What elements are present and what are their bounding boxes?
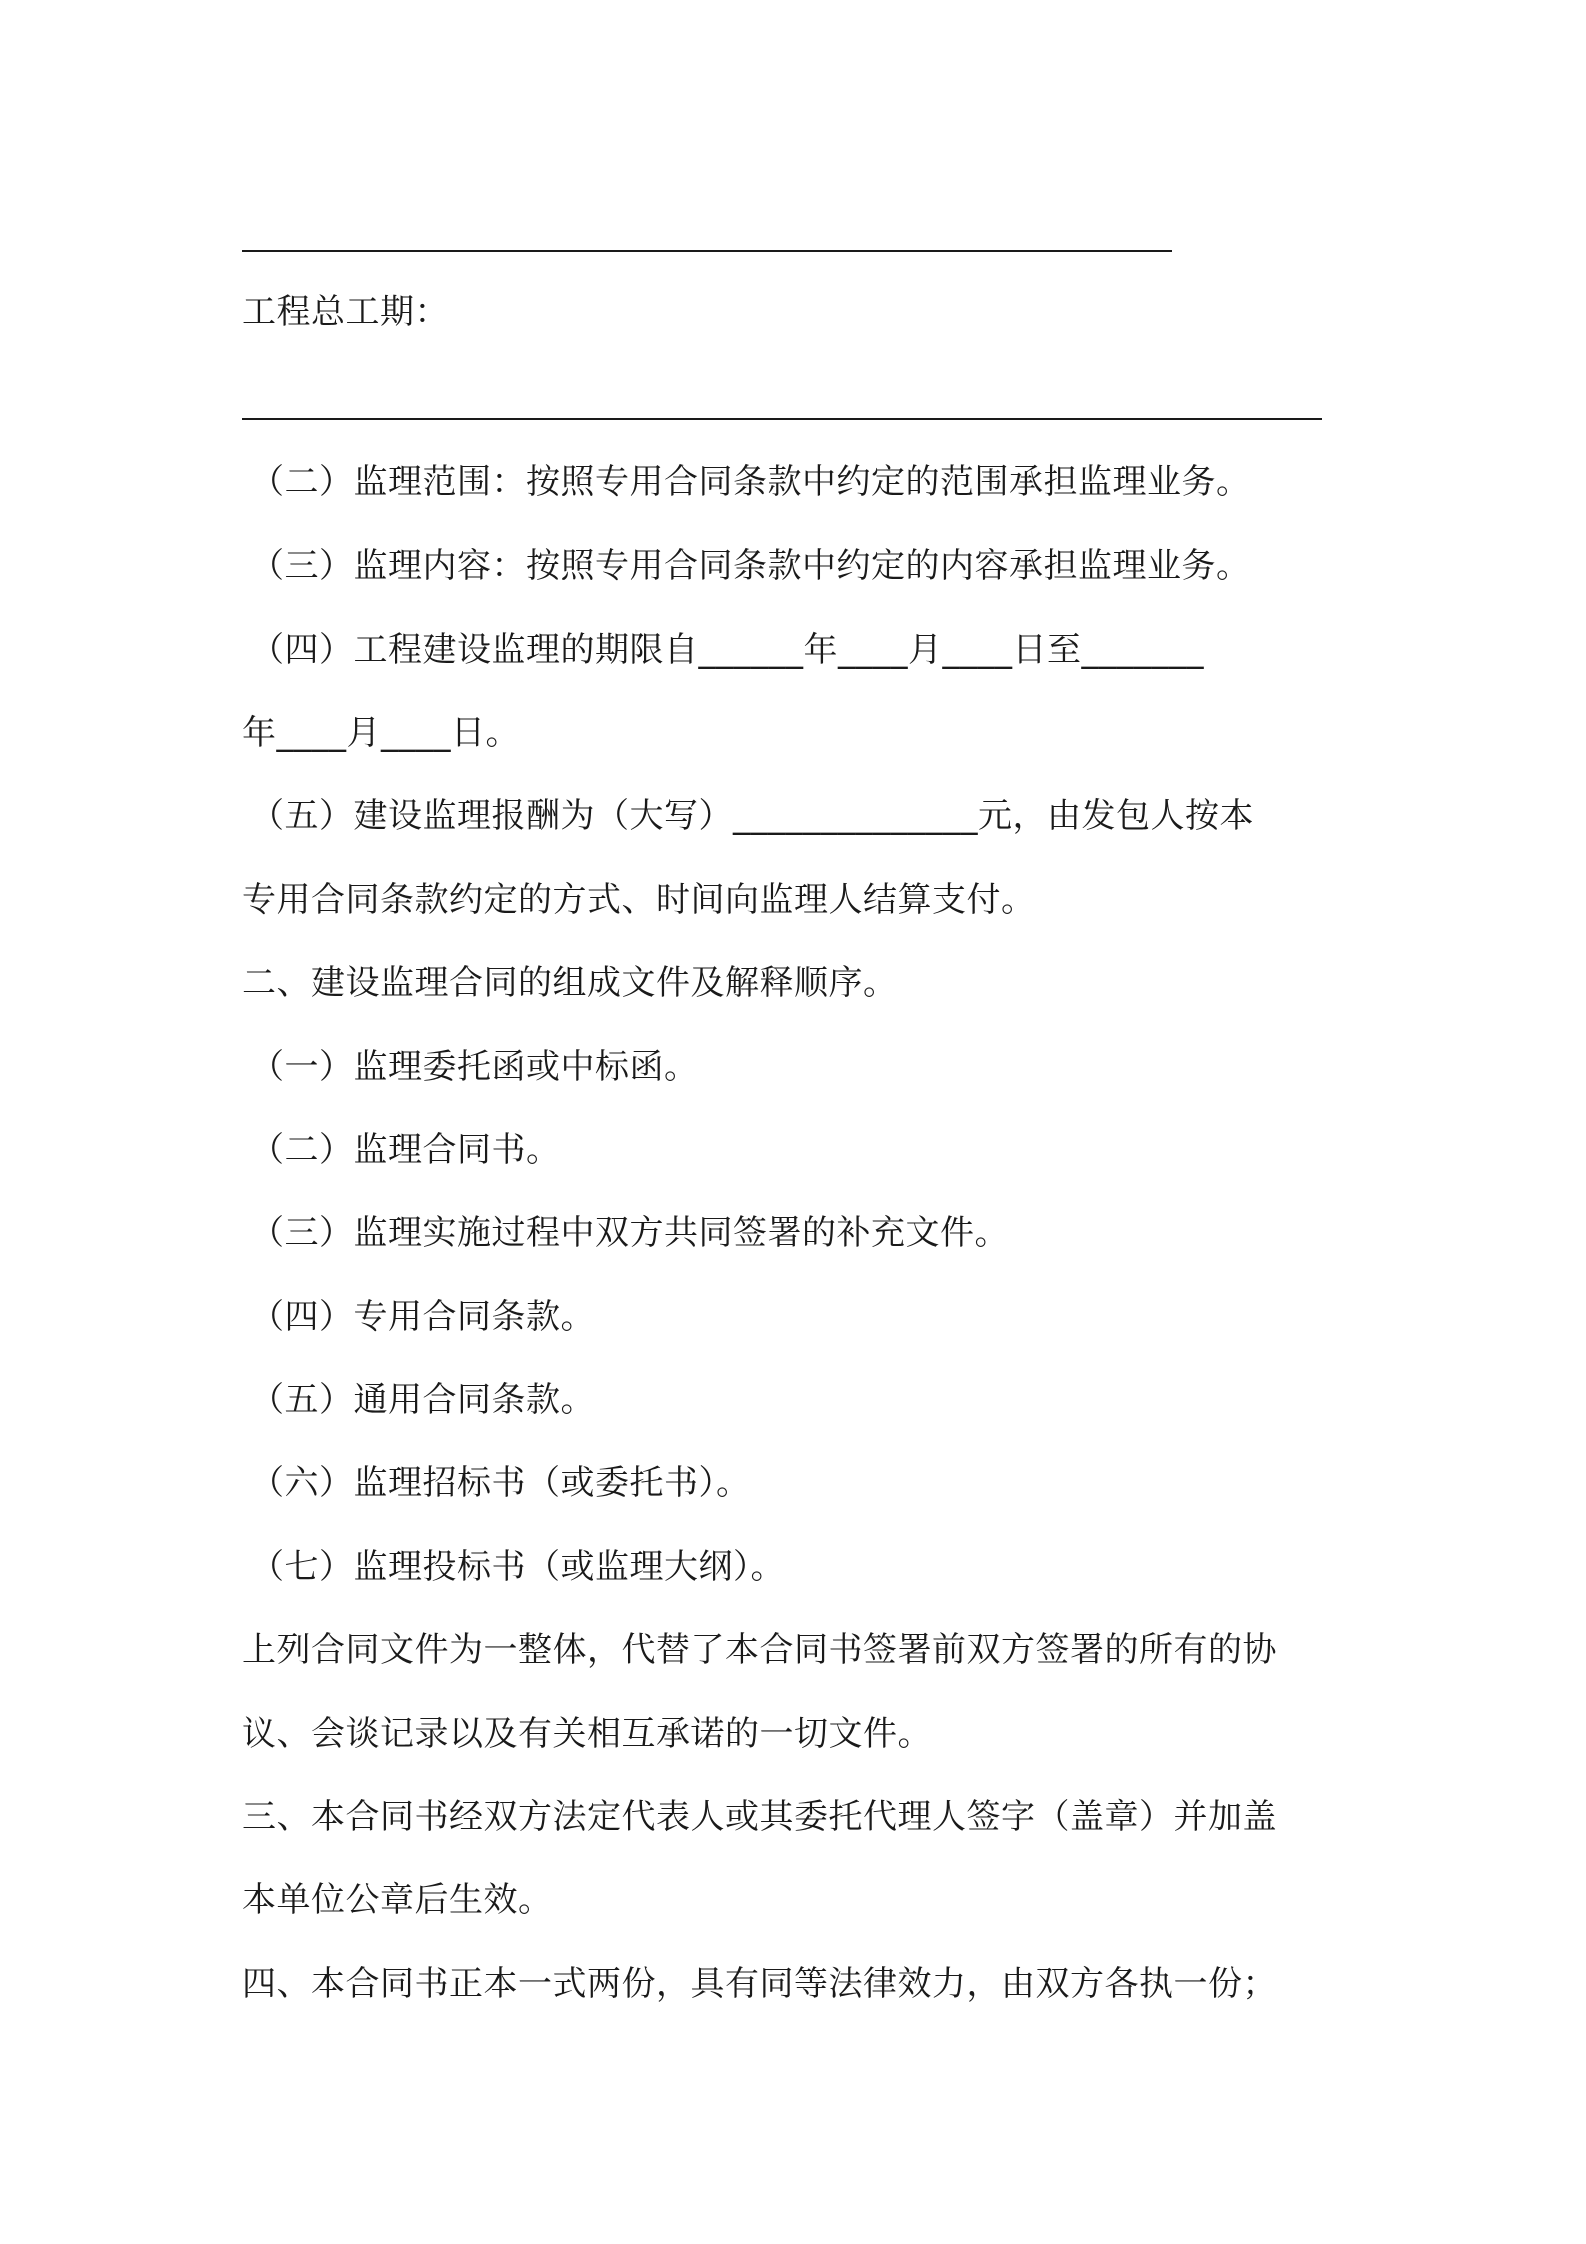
clause-content: （三）监理内容：按照专用合同条款中约定的内容承担监理业务。 [250, 546, 1251, 586]
doc-item-4: （四）专用合同条款。 [250, 1297, 595, 1337]
clause-period-cont: 年____月____日。 [242, 713, 520, 753]
doc-item-1: （一）监理委托函或中标函。 [250, 1047, 699, 1087]
clause-scope: （二）监理范围：按照专用合同条款中约定的范围承担监理业务。 [250, 462, 1251, 502]
duration-label: 工程总工期： [242, 292, 449, 332]
integrity-paragraph-cont: 议、会谈记录以及有关相互承诺的一切文件。 [242, 1714, 932, 1754]
clause-fee-cont: 专用合同条款约定的方式、时间向监理人结算支付。 [242, 880, 1036, 920]
section-three-cont: 本单位公章后生效。 [242, 1880, 553, 1920]
blank-line-duration [242, 418, 1322, 420]
clause-fee: （五）建设监理报酬为（大写）______________元，由发包人按本 [250, 796, 1254, 836]
doc-item-3: （三）监理实施过程中双方共同签署的补充文件。 [250, 1213, 1009, 1253]
section-two-heading: 二、建设监理合同的组成文件及解释顺序。 [242, 963, 898, 1003]
doc-item-5: （五）通用合同条款。 [250, 1380, 595, 1420]
blank-line-top [242, 250, 1172, 252]
integrity-paragraph: 上列合同文件为一整体，代替了本合同书签署前双方签署的所有的协 [242, 1630, 1277, 1670]
doc-item-2: （二）监理合同书。 [250, 1130, 561, 1170]
section-four: 四、本合同书正本一式两份，具有同等法律效力，由双方各执一份； [242, 1964, 1277, 2004]
section-three: 三、本合同书经双方法定代表人或其委托代理人签字（盖章）并加盖 [242, 1797, 1277, 1837]
clause-period: （四）工程建设监理的期限自______年____月____日至_______ [250, 630, 1204, 670]
doc-item-6: （六）监理招标书（或委托书）。 [250, 1463, 751, 1503]
doc-item-7: （七）监理投标书（或监理大纲）。 [250, 1547, 785, 1587]
